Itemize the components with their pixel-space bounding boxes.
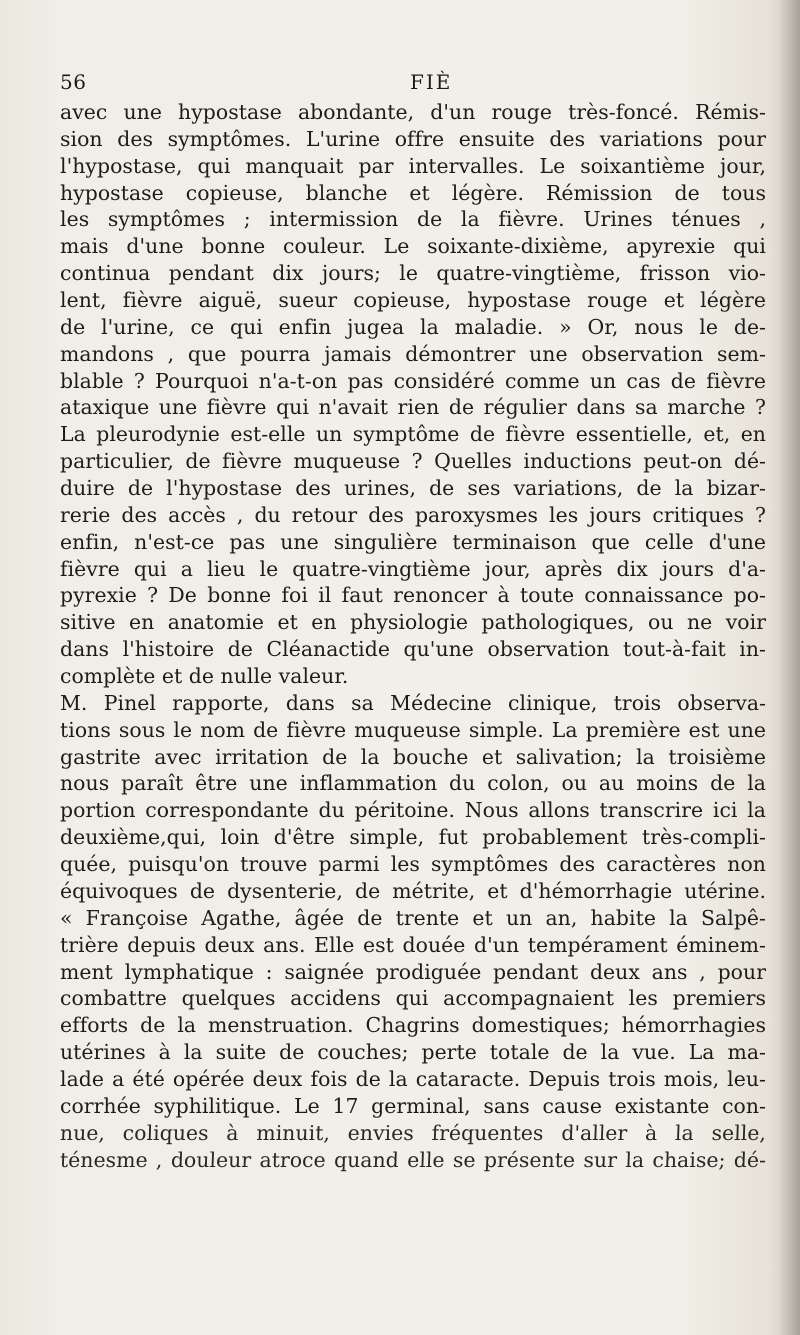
text-line: continua pendant dix jours; le quatre-vingtième, frisson vio- — [60, 261, 766, 286]
text-line: rerie des accès , du retour des paroxysmes les jours critiques ? — [60, 502, 766, 527]
text-line: utérines à la suite de couches; perte totale de la vue. La ma- — [60, 1040, 766, 1065]
text-line: enfin, n'est-ce pas une singulière terminaison que celle d'une — [60, 529, 766, 554]
text-line: ment lymphatique : saignée prodiguée pendant deux ans , pour — [60, 959, 766, 984]
text-line: complète et de nulle valeur. — [60, 664, 349, 689]
body-text — [60, 99, 766, 1173]
text-line: pyrexie ? De bonne foi il faut renoncer à toute connaissance po- — [60, 583, 766, 608]
text-line: équivoques de dysenterie, de métrite, et d'hémorrhagie utérine. — [60, 878, 766, 903]
text-line: blable ? Pourquoi n'a-t-on pas considéré comme un cas de fièvre — [60, 368, 766, 393]
page-number: 56 — [60, 70, 87, 94]
text-line: dans l'histoire de Cléanactide qu'une observation tout-à-fait in- — [60, 637, 766, 662]
running-head: FIÈ — [410, 70, 453, 94]
text-line: tions sous le nom de fièvre muqueuse simple. La première est une — [60, 717, 766, 742]
text-line: combattre quelques accidens qui accompagnaient les premiers — [60, 986, 766, 1011]
text-line: fièvre qui a lieu le quatre-vingtième jour, après dix jours d'a- — [60, 556, 766, 581]
text-line: particulier, de fièvre muqueuse ? Quelles inductions peut-on dé- — [60, 449, 766, 474]
text-line: efforts de la menstruation. Chagrins domestiques; hémorrhagies — [60, 1013, 766, 1038]
text-line: sion des symptômes. L'urine offre ensuite des variations pour — [60, 126, 766, 151]
text-line: La pleurodynie est-elle un symptôme de fièvre essentielle, et, en — [60, 422, 766, 447]
text-line: quée, puisqu'on trouve parmi les symptômes des caractères non — [60, 852, 766, 877]
text-line: deuxième,qui, loin d'être simple, fut probablement très-compli- — [60, 825, 766, 850]
text-line: nue, coliques à minuit, envies fréquentes d'aller à la selle, — [59, 1120, 767, 1145]
text-line: de l'urine, ce qui enfin jugea la maladie. » Or, nous le de- — [60, 314, 766, 339]
text-line: ténesme , douleur atroce quand elle se présente sur la chaise; dé- — [59, 1147, 767, 1172]
text-line: sitive en anatomie et en physiologie pathologiques, ou ne voir — [60, 610, 766, 635]
text-line: trière depuis deux ans. Elle est douée d'un tempérament éminem- — [60, 932, 766, 957]
text-line: nous paraît être une inflammation du colon, ou au moins de la — [60, 771, 766, 796]
text-line: les symptômes ; intermission de la fièvre. Urines ténues , — [60, 207, 766, 232]
text-line: duire de l'hypostase des urines, de ses variations, de la bizar- — [60, 476, 766, 501]
text-line: portion correspondante du péritoine. Nous allons transcrire ici la — [60, 798, 766, 823]
text-line: mais d'une bonne couleur. Le soixante-dixième, apyrexie qui — [60, 234, 766, 259]
text-line: hypostase copieuse, blanche et légère. Rémission de tous — [60, 180, 766, 205]
text-line: gastrite avec irritation de la bouche et salivation; la troisième — [60, 744, 766, 769]
page-edge-shadow — [778, 0, 800, 1335]
text-line: lent, fièvre aiguë, sueur copieuse, hypostase rouge et légère — [60, 288, 766, 313]
text-line: corrhée syphilitique. Le 17 germinal, sans cause existante con- — [60, 1093, 766, 1118]
page-header — [60, 70, 760, 96]
text-line: M. Pinel rapporte, dans sa Médecine clinique, trois observa- — [60, 690, 766, 715]
text-line: l'hypostase, qui manquait par intervalles. Le soixantième jour, — [60, 153, 766, 178]
text-line: lade a été opérée deux fois de la cataracte. Depuis trois mois, leu- — [60, 1066, 766, 1091]
text-line: ataxique une fièvre qui n'avait rien de régulier dans sa marche ? — [60, 395, 766, 420]
text-line: avec une hypostase abondante, d'un rouge très-foncé. Rémis- — [60, 100, 766, 124]
text-line: « Françoise Agathe, âgée de trente et un an, habite la Salpê- — [60, 905, 766, 930]
text-line: mandons , que pourra jamais démontrer une observation sem- — [60, 341, 766, 366]
